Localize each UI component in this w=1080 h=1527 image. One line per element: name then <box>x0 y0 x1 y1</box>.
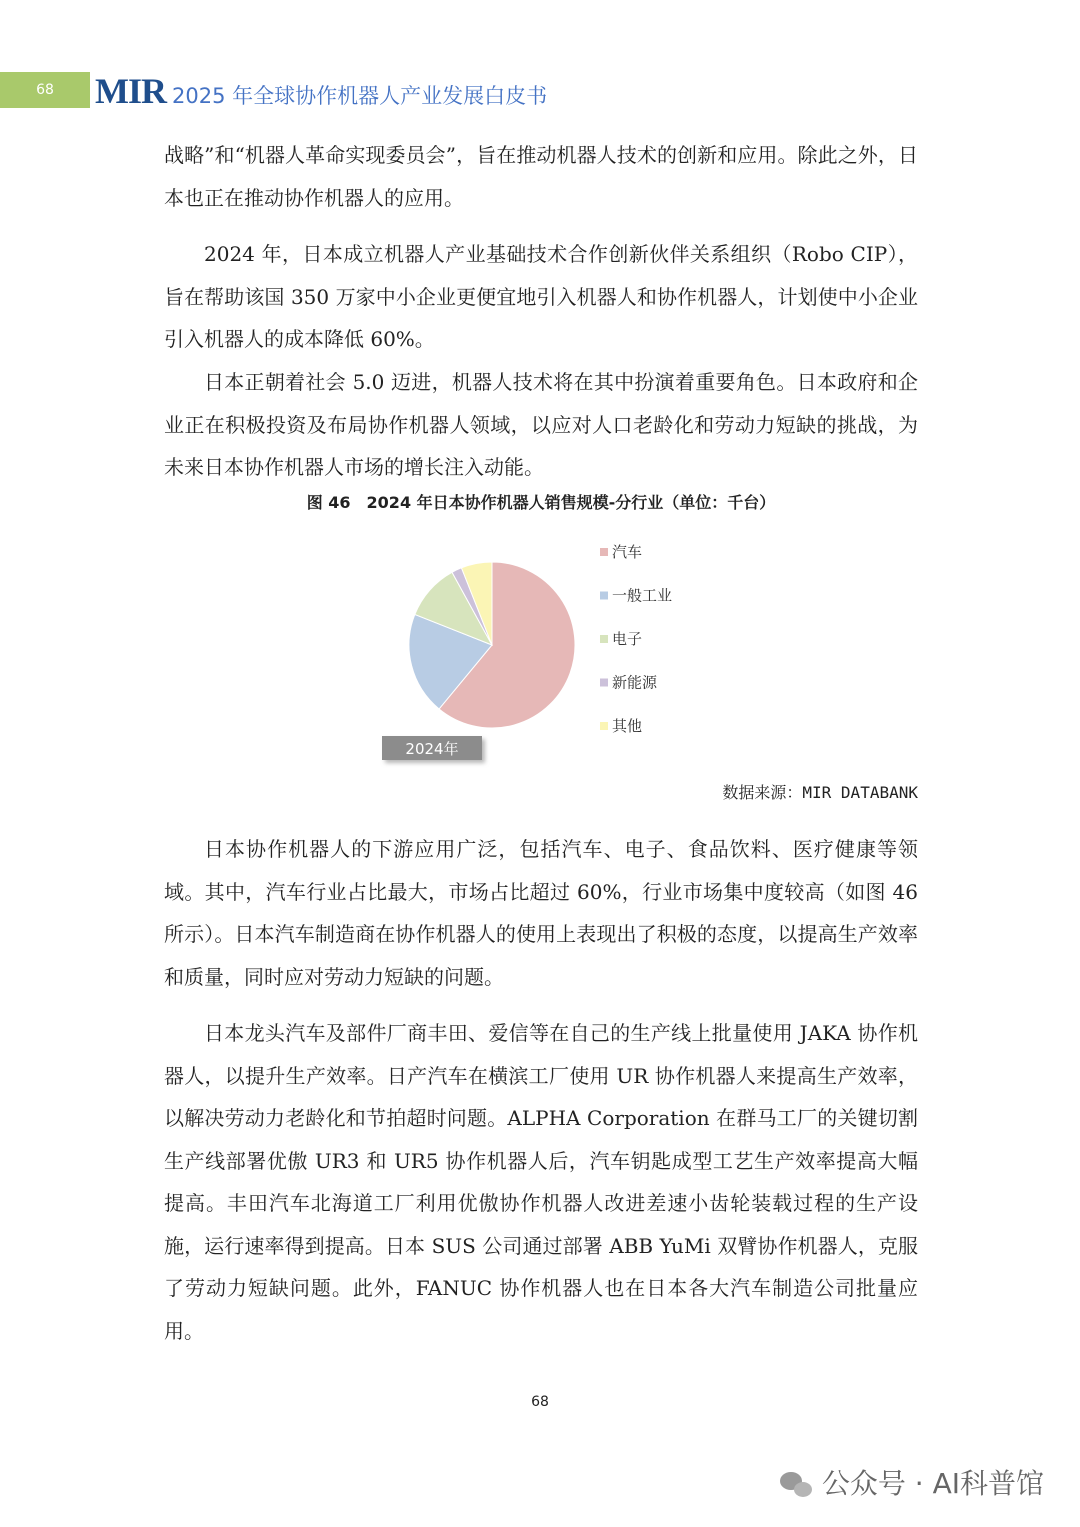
legend-swatch-4 <box>600 722 608 730</box>
wechat-icon <box>780 1472 814 1498</box>
data-source: 数据来源：MIR DATABANK <box>722 783 918 802</box>
legend-swatch-2 <box>600 635 608 643</box>
watermark-text: 公众号 · AI科普馆 <box>821 1467 1044 1500</box>
document-title: 2025 年全球协作机器人产业发展白皮书 <box>172 84 548 108</box>
legend-label-4: 其他 <box>612 717 643 735</box>
legend-label-2: 电子 <box>612 630 643 648</box>
header-page-number: 68 <box>36 82 54 98</box>
figure-caption: 图 46 2024 年日本协作机器人销售规模-分行业（单位：千台） <box>306 493 776 512</box>
legend-swatch-1 <box>600 592 608 600</box>
footer-page-number: 68 <box>531 1394 549 1410</box>
paragraph-3: 日本正朝着社会 5.0 迈进，机器人技术将在其中扮演着重要角色。日本政府和企业正在积极投资及布局协作机器人领域，以应对人口老龄化和劳动力短缺的挑战，为未来日本协作机器人市场的增长注入动能。 <box>164 370 918 479</box>
legend-label-3: 新能源 <box>612 673 658 692</box>
paragraph-4: 日本协作机器人的下游应用广泛，包括汽车、电子、食品饮料、医疗健康等领域。其中，汽车行业占比最大，市场占比超过 60%，行业市场集中度较高（如图 46 所示）。日本汽车制造商在协作机器人的使用上表现出了积极的态度，以提高生产效率和质量，同时应对劳动力短缺的问题。 <box>164 837 918 989</box>
paragraph-2: 2024 年，日本成立机器人产业基础技术合作创新伙伴关系组织（Robo CIP），旨在帮助该国 350 万家中小企业更便宜地引入机器人和协作机器人，计划使中小企业引入机器人的成本降低 60%。 <box>164 242 918 351</box>
legend-label-1: 一般工业 <box>612 586 673 605</box>
mir-logo: MIR <box>95 71 166 111</box>
legend-swatch-0 <box>600 548 608 556</box>
paragraph-1: 战略”和“机器人革命实现委员会”，旨在推动机器人技术的创新和应用。除此之外，日本也正在推动协作机器人的应用。 <box>164 143 918 210</box>
watermark <box>780 1462 1044 1502</box>
pie-chart <box>380 530 720 770</box>
chart-title: 2024年 <box>405 740 459 758</box>
legend-label-0: 汽车 <box>612 543 643 561</box>
legend-swatch-3 <box>600 679 608 687</box>
paragraph-5: 日本龙头汽车及部件厂商丰田、爱信等在自己的生产线上批量使用 JAKA 协作机器人，以提升生产效率。日产汽车在横滨工厂使用 UR 协作机器人来提高生产效率，以解决劳动力老龄化和节拍超时问题。ALPHA Corporation 在群马工厂的关键切割生产线部署优傲 UR3 和 UR5 协作机器人后，汽车钥匙成型工艺生产效率提高大幅提高。丰田汽车北海道工厂利用优傲协作机器人改进差速小齿轮装载过程的生产设施，运行速率得到提高。日本 SUS 公司通过部署 ABB YuMi 双臂协作机器人，克服了劳动力短缺问题。此外，FANUC 协作机器人也在日本各大汽车制造公司批量应用。 <box>164 1021 918 1343</box>
